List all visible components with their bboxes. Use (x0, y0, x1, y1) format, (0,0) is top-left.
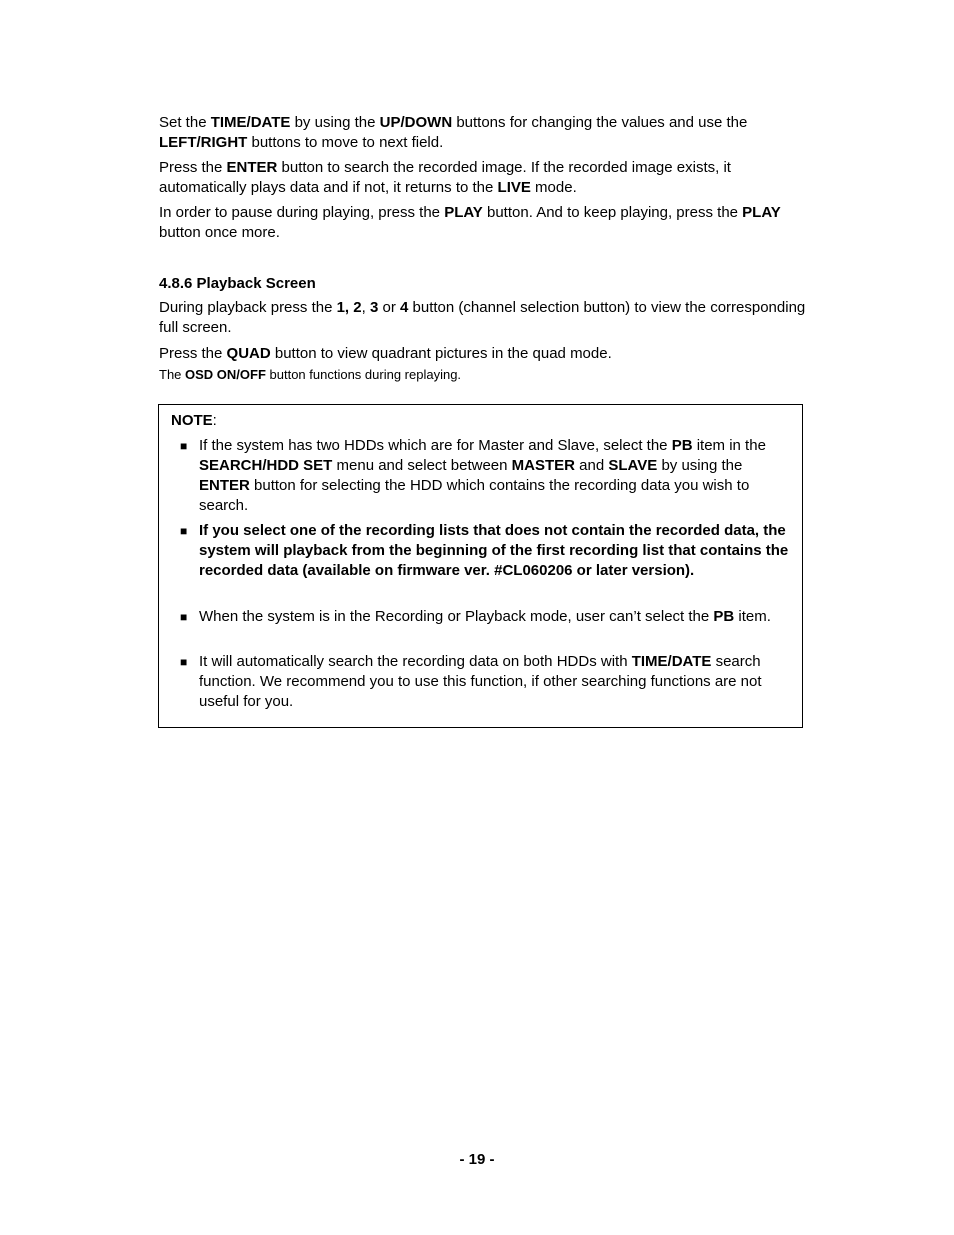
bold-text: 1, 2 (336, 299, 362, 316)
text: by using the (657, 457, 743, 474)
note-item-text (199, 607, 795, 627)
text: button. And to keep playing, press the (482, 204, 743, 221)
text: It will automatically search the recording data on both HDDs with (199, 653, 632, 670)
note-title: NOTE: (171, 412, 217, 429)
text: buttons to move to next field. (247, 134, 444, 151)
text: and (575, 457, 609, 474)
text: Press the (159, 345, 227, 362)
bullet-square-icon: ■ (180, 439, 188, 453)
section-heading: 4.8.6 Playback Screen (159, 275, 316, 292)
text: The (159, 367, 186, 382)
text: item. (734, 608, 771, 625)
bold-text: LIVE (497, 179, 531, 196)
bold-text: SLAVE (608, 457, 658, 474)
text: search function. We recommend you to use this function, if other searching functions are not useful for you. (199, 653, 762, 710)
text: button for selecting the HDD which contains the recording data you wish to search. (199, 477, 750, 514)
text: menu and select between (332, 457, 512, 474)
bold-text: SEARCH/HDD SET (199, 457, 333, 474)
paragraph-channel-select (159, 298, 809, 338)
text: or (378, 299, 400, 316)
note-item-text (199, 521, 795, 581)
bold-text: UP/DOWN (379, 114, 453, 131)
bold-text: 3 (369, 299, 379, 316)
text: In order to pause during playing, press the (159, 204, 445, 221)
text: button (channel selection button) to view the corresponding full screen. (159, 299, 806, 336)
bold-text: PB (671, 437, 693, 454)
text: buttons for changing the values and use the (452, 114, 748, 131)
text: button once more. (159, 224, 280, 241)
text: button functions during replaying. (265, 367, 462, 382)
paragraph-osd (159, 367, 809, 383)
text: If the system has two HDDs which are for Master and Slave, select the (199, 437, 672, 454)
bold-text: TIME/DATE (631, 653, 712, 670)
bold-text: LEFT/RIGHT (159, 134, 248, 151)
bullet-square-icon: ■ (180, 655, 188, 669)
note-box (158, 404, 803, 728)
bold-text: MASTER (511, 457, 575, 474)
bold-text: ENTER (199, 477, 250, 494)
bold-text: PLAY (444, 204, 483, 221)
bold-text: 4 (400, 299, 409, 316)
note-item-text (199, 652, 795, 712)
text: During playback press the (159, 299, 337, 316)
paragraph-pause (159, 203, 809, 243)
bold-text: QUAD (226, 345, 271, 362)
paragraph-enter (159, 158, 809, 198)
text: When the system is in the Recording or Playback mode, user can’t select the (199, 608, 714, 625)
bold-text: PLAY (742, 204, 781, 221)
note-item-text (199, 436, 795, 516)
bullet-square-icon: ■ (180, 610, 188, 624)
bold-text: ENTER (226, 159, 278, 176)
text: Press the (159, 159, 227, 176)
text: mode. (530, 179, 577, 196)
text: Set the (159, 114, 211, 131)
bullet-square-icon: ■ (180, 524, 188, 538)
text: by using the (290, 114, 380, 131)
text: item in the (692, 437, 766, 454)
bold-text: If you select one of the recording lists that does not contain the recorded data, the system will playback from the beginning of the first recording list that contains the recorded data (available on firmware ver. #CL060206 or later version). (199, 522, 789, 579)
bold-text: TIME/DATE (210, 114, 291, 131)
bold-text: PB (713, 608, 735, 625)
text: , (361, 299, 370, 316)
page-number: - 19 - (459, 1151, 495, 1168)
bold-text: OSD ON/OFF (185, 367, 266, 382)
text: button to view quadrant pictures in the quad mode. (270, 345, 612, 362)
paragraph-quad (159, 344, 809, 364)
text: button to search the recorded image. If the recorded image exists, it automatically plays data and if not, it returns to the (159, 159, 731, 196)
paragraph-time-date (159, 113, 809, 153)
